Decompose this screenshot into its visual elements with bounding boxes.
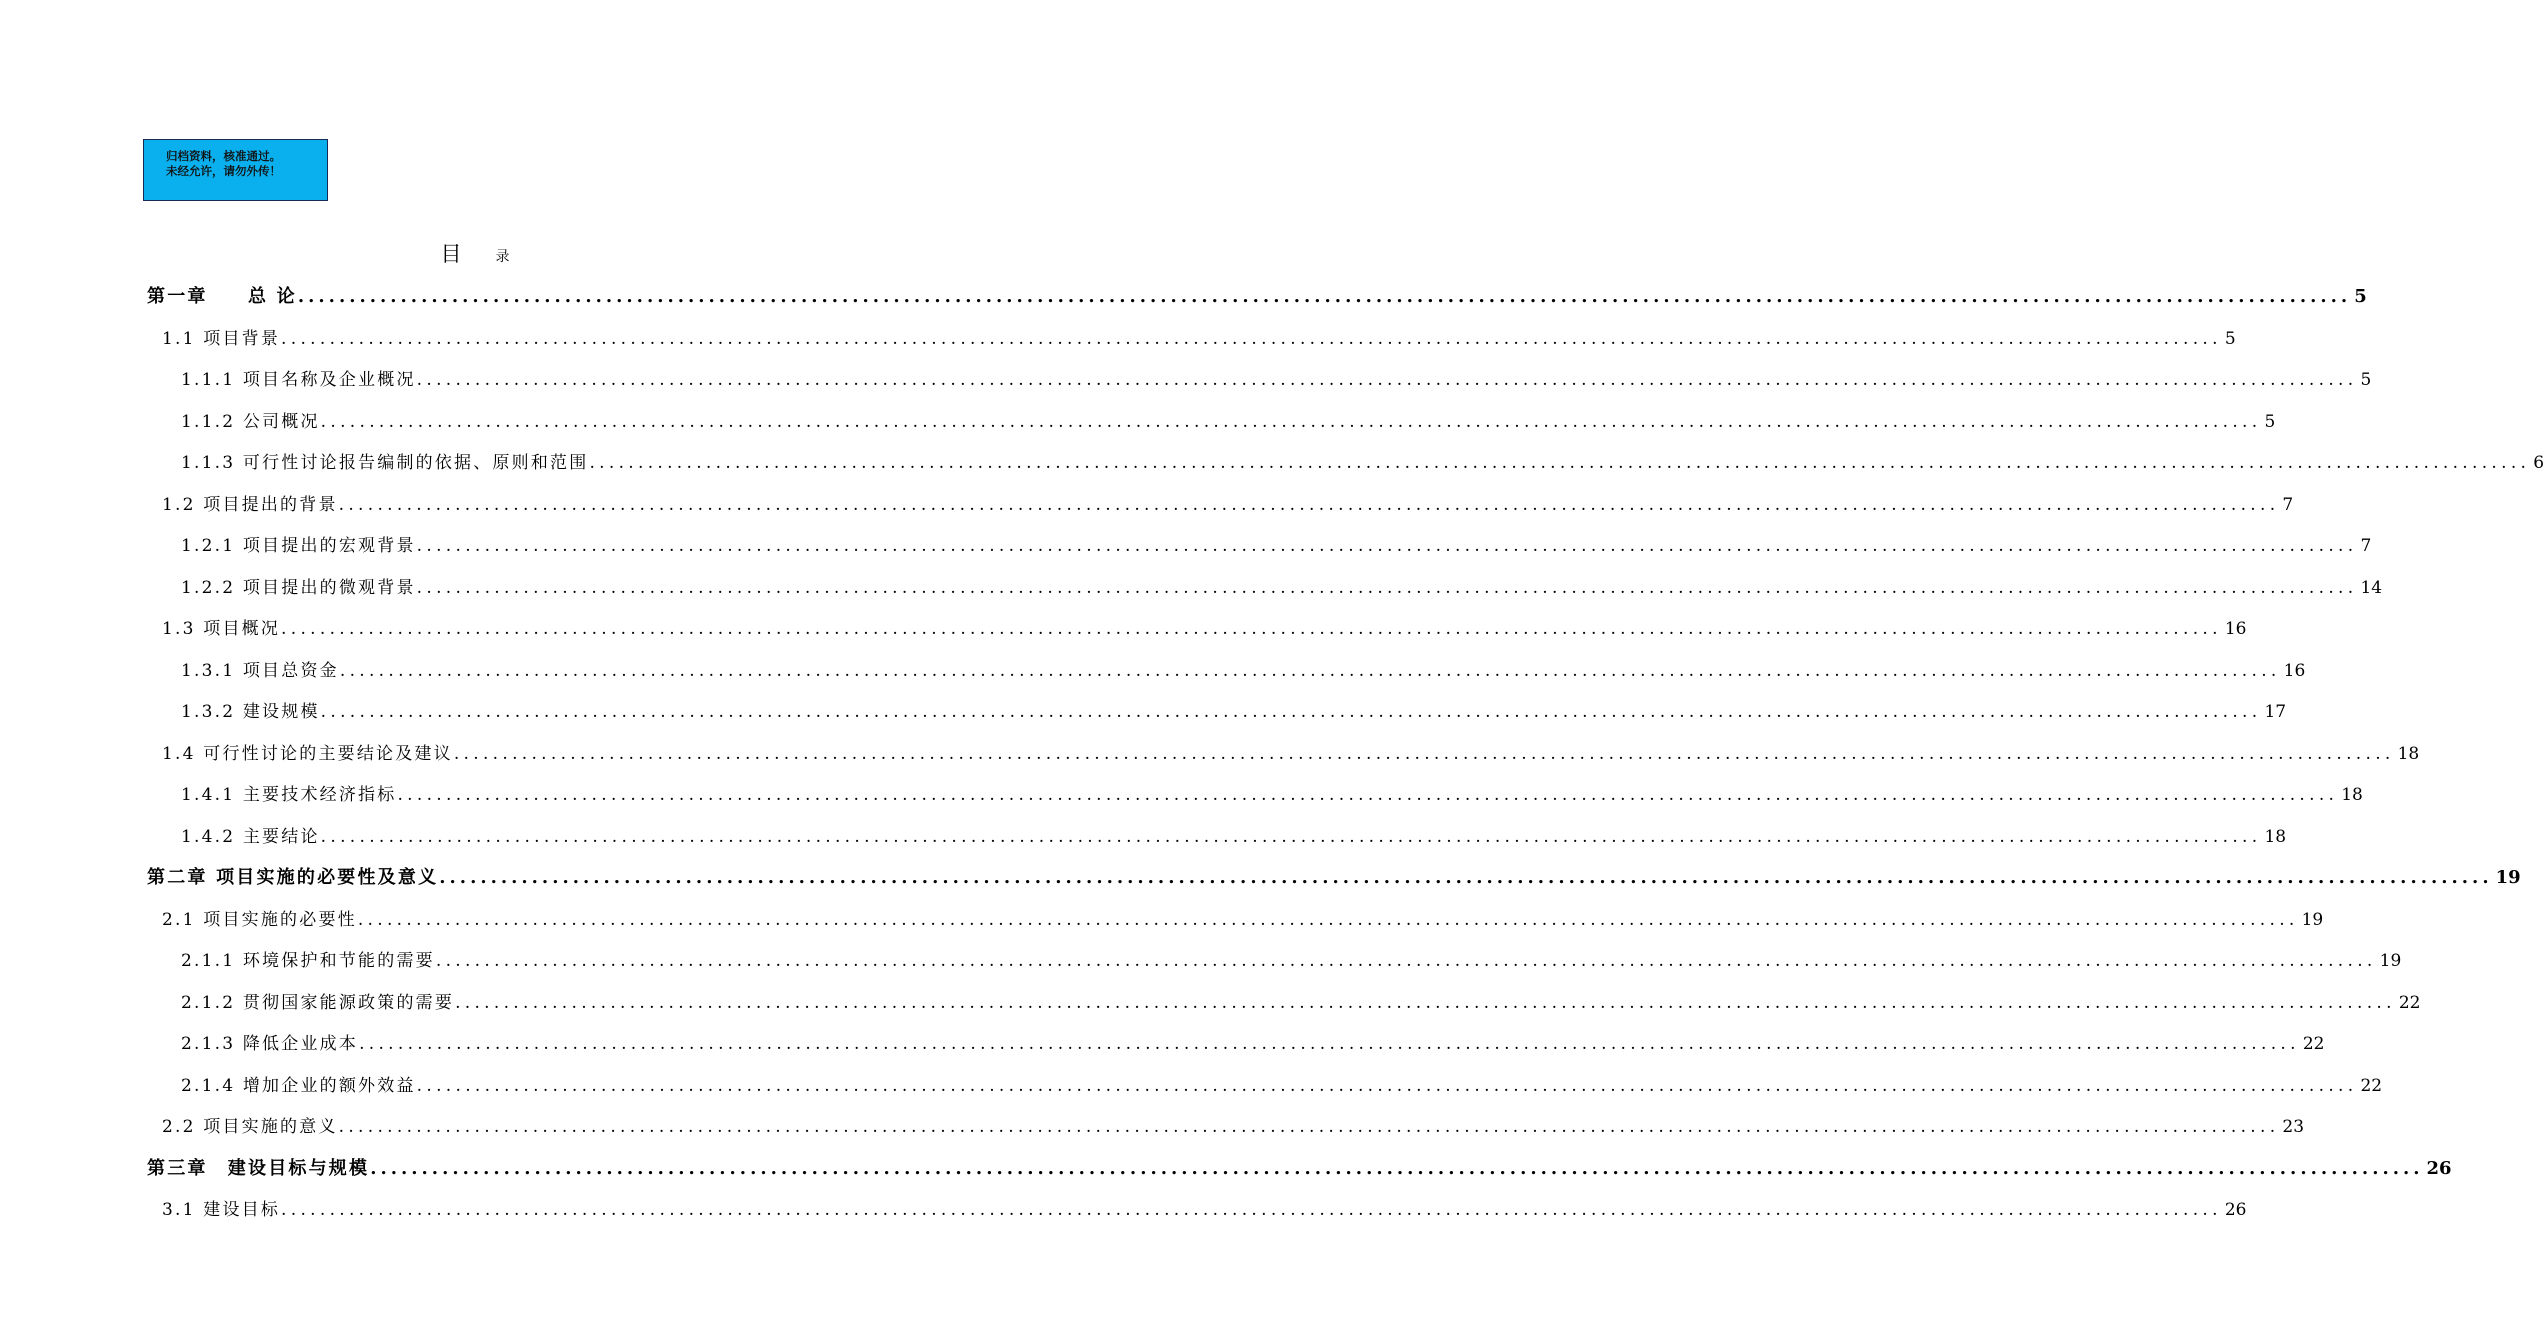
toc-entry-page: 19	[2379, 951, 2402, 971]
toc-entry-label: 1.4 可行性讨论的主要结论及建议	[162, 744, 453, 764]
toc-dot-leader: ........................................................................................................................................................................................................	[439, 867, 2493, 888]
toc-entry[interactable]	[0, 531, 2372, 561]
toc-entry[interactable]	[0, 324, 2236, 354]
toc-entry-label: 2.1.3 降低企业成本	[181, 1034, 359, 1054]
toc-entry-page: 22	[2302, 1034, 2325, 1054]
toc-dot-leader: ........................................................................................................................................................................................................	[416, 536, 2358, 556]
toc-entry[interactable]	[0, 407, 2276, 437]
toc-entry-label: 1.2.1 项目提出的宏观背景	[181, 536, 416, 556]
toc-entry-page: 22	[2360, 1076, 2383, 1096]
toc-entry[interactable]	[0, 282, 2367, 312]
toc-entry-page: 16	[2283, 661, 2306, 681]
toc-entry[interactable]	[0, 490, 2294, 520]
toc-entry[interactable]	[0, 1195, 2247, 1225]
title-char-2: 录	[495, 249, 510, 265]
toc-entry-label: 1.1 项目背景	[162, 329, 281, 349]
toc-entry-label: 1.1.1 项目名称及企业概况	[181, 370, 416, 390]
toc-entry[interactable]	[0, 863, 2521, 893]
toc-entry[interactable]	[0, 1071, 2383, 1101]
toc-dot-leader: ........................................................................................................................................................................................................	[338, 1117, 2280, 1137]
toc-entry-label: 1.2 项目提出的背景	[162, 495, 338, 515]
toc-dot-leader: ........................................................................................................................................................................................................	[281, 1200, 2222, 1220]
toc-entry-page: 18	[2341, 785, 2363, 805]
toc-entry-page: 17	[2264, 702, 2287, 722]
toc-entry-page: 16	[2224, 619, 2247, 639]
toc-entry-page: 18	[2264, 827, 2287, 847]
toc-entry-label: 2.1.1 环境保护和节能的需要	[181, 951, 435, 971]
toc-entry-page: 26	[2426, 1158, 2452, 1179]
toc-entry-label: 2.1.4 增加企业的额外效益	[181, 1076, 416, 1096]
toc-entry[interactable]	[0, 780, 2363, 810]
toc-dot-leader: ........................................................................................................................................................................................................	[320, 827, 2262, 847]
toc-entry[interactable]	[0, 1112, 2305, 1142]
toc-entry-label: 1.3.1 项目总资金	[181, 661, 339, 681]
toc-entry-label: 1.2.2 项目提出的微观背景	[181, 578, 416, 598]
toc-dot-leader: ........................................................................................................................................................................................................	[359, 1034, 2300, 1054]
stamp-line-1: 归档资料，核准通过。	[166, 149, 281, 163]
page-title	[0, 238, 950, 268]
toc-entry-page: 26	[2224, 1200, 2247, 1220]
toc-entry[interactable]	[0, 448, 2544, 478]
toc-dot-leader: ........................................................................................................................................................................................................	[357, 910, 2299, 930]
toc-entry[interactable]	[0, 988, 2421, 1018]
toc-entry-page: 14	[2360, 578, 2383, 598]
toc-entry-page: 18	[2397, 744, 2420, 764]
toc-entry-label: 第三章 建设目标与规模	[147, 1158, 370, 1179]
toc-dot-leader: ........................................................................................................................................................................................................	[320, 702, 2262, 722]
title-char-1: 目	[440, 242, 462, 266]
toc-entry-page: 22	[2398, 993, 2421, 1013]
toc-dot-leader: ........................................................................................................................................................................................................	[339, 661, 2281, 681]
toc-entry[interactable]	[0, 946, 2402, 976]
toc-entry-page: 5	[2264, 412, 2276, 432]
toc-entry-label: 2.2 项目实施的意义	[162, 1117, 338, 1137]
toc-entry[interactable]	[0, 365, 2372, 395]
toc-entry[interactable]	[0, 905, 2324, 935]
toc-entry-label: 1.1.2 公司概况	[181, 412, 320, 432]
toc-dot-leader: ........................................................................................................................................................................................................	[455, 993, 2396, 1013]
toc-entry-page: 5	[2354, 286, 2367, 307]
toc-entry-page: 7	[2360, 536, 2372, 556]
toc-dot-leader: ........................................................................................................................................................................................................	[370, 1158, 2424, 1179]
toc-dot-leader: ........................................................................................................................................................................................................	[281, 619, 2222, 639]
toc-dot-leader: ........................................................................................................................................................................................................	[416, 370, 2358, 390]
toc-entry[interactable]	[0, 1154, 2452, 1184]
toc-entry-label: 1.3.2 建设规模	[181, 702, 320, 722]
toc-entry-page: 5	[2360, 370, 2372, 390]
toc-entry-page: 7	[2282, 495, 2294, 515]
toc-entry-label: 2.1.2 贯彻国家能源政策的需要	[181, 993, 455, 1013]
toc-dot-leader: ........................................................................................................................................................................................................	[297, 286, 2352, 307]
toc-entry[interactable]	[0, 822, 2287, 852]
toc-dot-leader: ........................................................................................................................................................................................................	[589, 453, 2531, 473]
toc-entry[interactable]	[0, 573, 2383, 603]
toc-dot-leader: ........................................................................................................................................................................................................	[416, 1076, 2358, 1096]
toc-entry[interactable]	[0, 739, 2420, 769]
toc-dot-leader: ........................................................................................................................................................................................................	[397, 785, 2339, 805]
toc-entry-page: 23	[2282, 1117, 2305, 1137]
toc-dot-leader: ........................................................................................................................................................................................................	[416, 578, 2358, 598]
toc-dot-leader: ........................................................................................................................................................................................................	[435, 951, 2377, 971]
toc-entry[interactable]	[0, 697, 2287, 727]
toc-entry[interactable]	[0, 1029, 2325, 1059]
toc-dot-leader: ........................................................................................................................................................................................................	[281, 329, 2222, 349]
toc-entry[interactable]	[0, 656, 2306, 686]
toc-entry-label: 1.4.2 主要结论	[181, 827, 320, 847]
toc-dot-leader: ........................................................................................................................................................................................................	[453, 744, 2395, 764]
toc-entry-label: 1.3 项目概况	[162, 619, 281, 639]
toc-entry[interactable]	[0, 614, 2247, 644]
archive-stamp	[143, 139, 328, 201]
toc-entry-label: 3.1 建设目标	[162, 1200, 281, 1220]
toc-entry-label: 1.4.1 主要技术经济指标	[181, 785, 397, 805]
toc-entry-page: 19	[2301, 910, 2324, 930]
toc-dot-leader: ........................................................................................................................................................................................................	[320, 412, 2262, 432]
toc-entry-label: 第二章 项目实施的必要性及意义	[147, 867, 439, 888]
toc-entry-label: 第一章 总 论	[147, 286, 297, 307]
toc-dot-leader: ........................................................................................................................................................................................................	[338, 495, 2280, 515]
toc-entry-page: 5	[2224, 329, 2236, 349]
toc-entry-page: 19	[2495, 867, 2521, 888]
stamp-line-2: 未经允许，请勿外传！	[166, 164, 281, 178]
toc-entry-label: 2.1 项目实施的必要性	[162, 910, 357, 930]
toc-entry-page: 6	[2533, 453, 2544, 473]
toc-entry-label: 1.1.3 可行性讨论报告编制的依据、原则和范围	[181, 453, 589, 473]
